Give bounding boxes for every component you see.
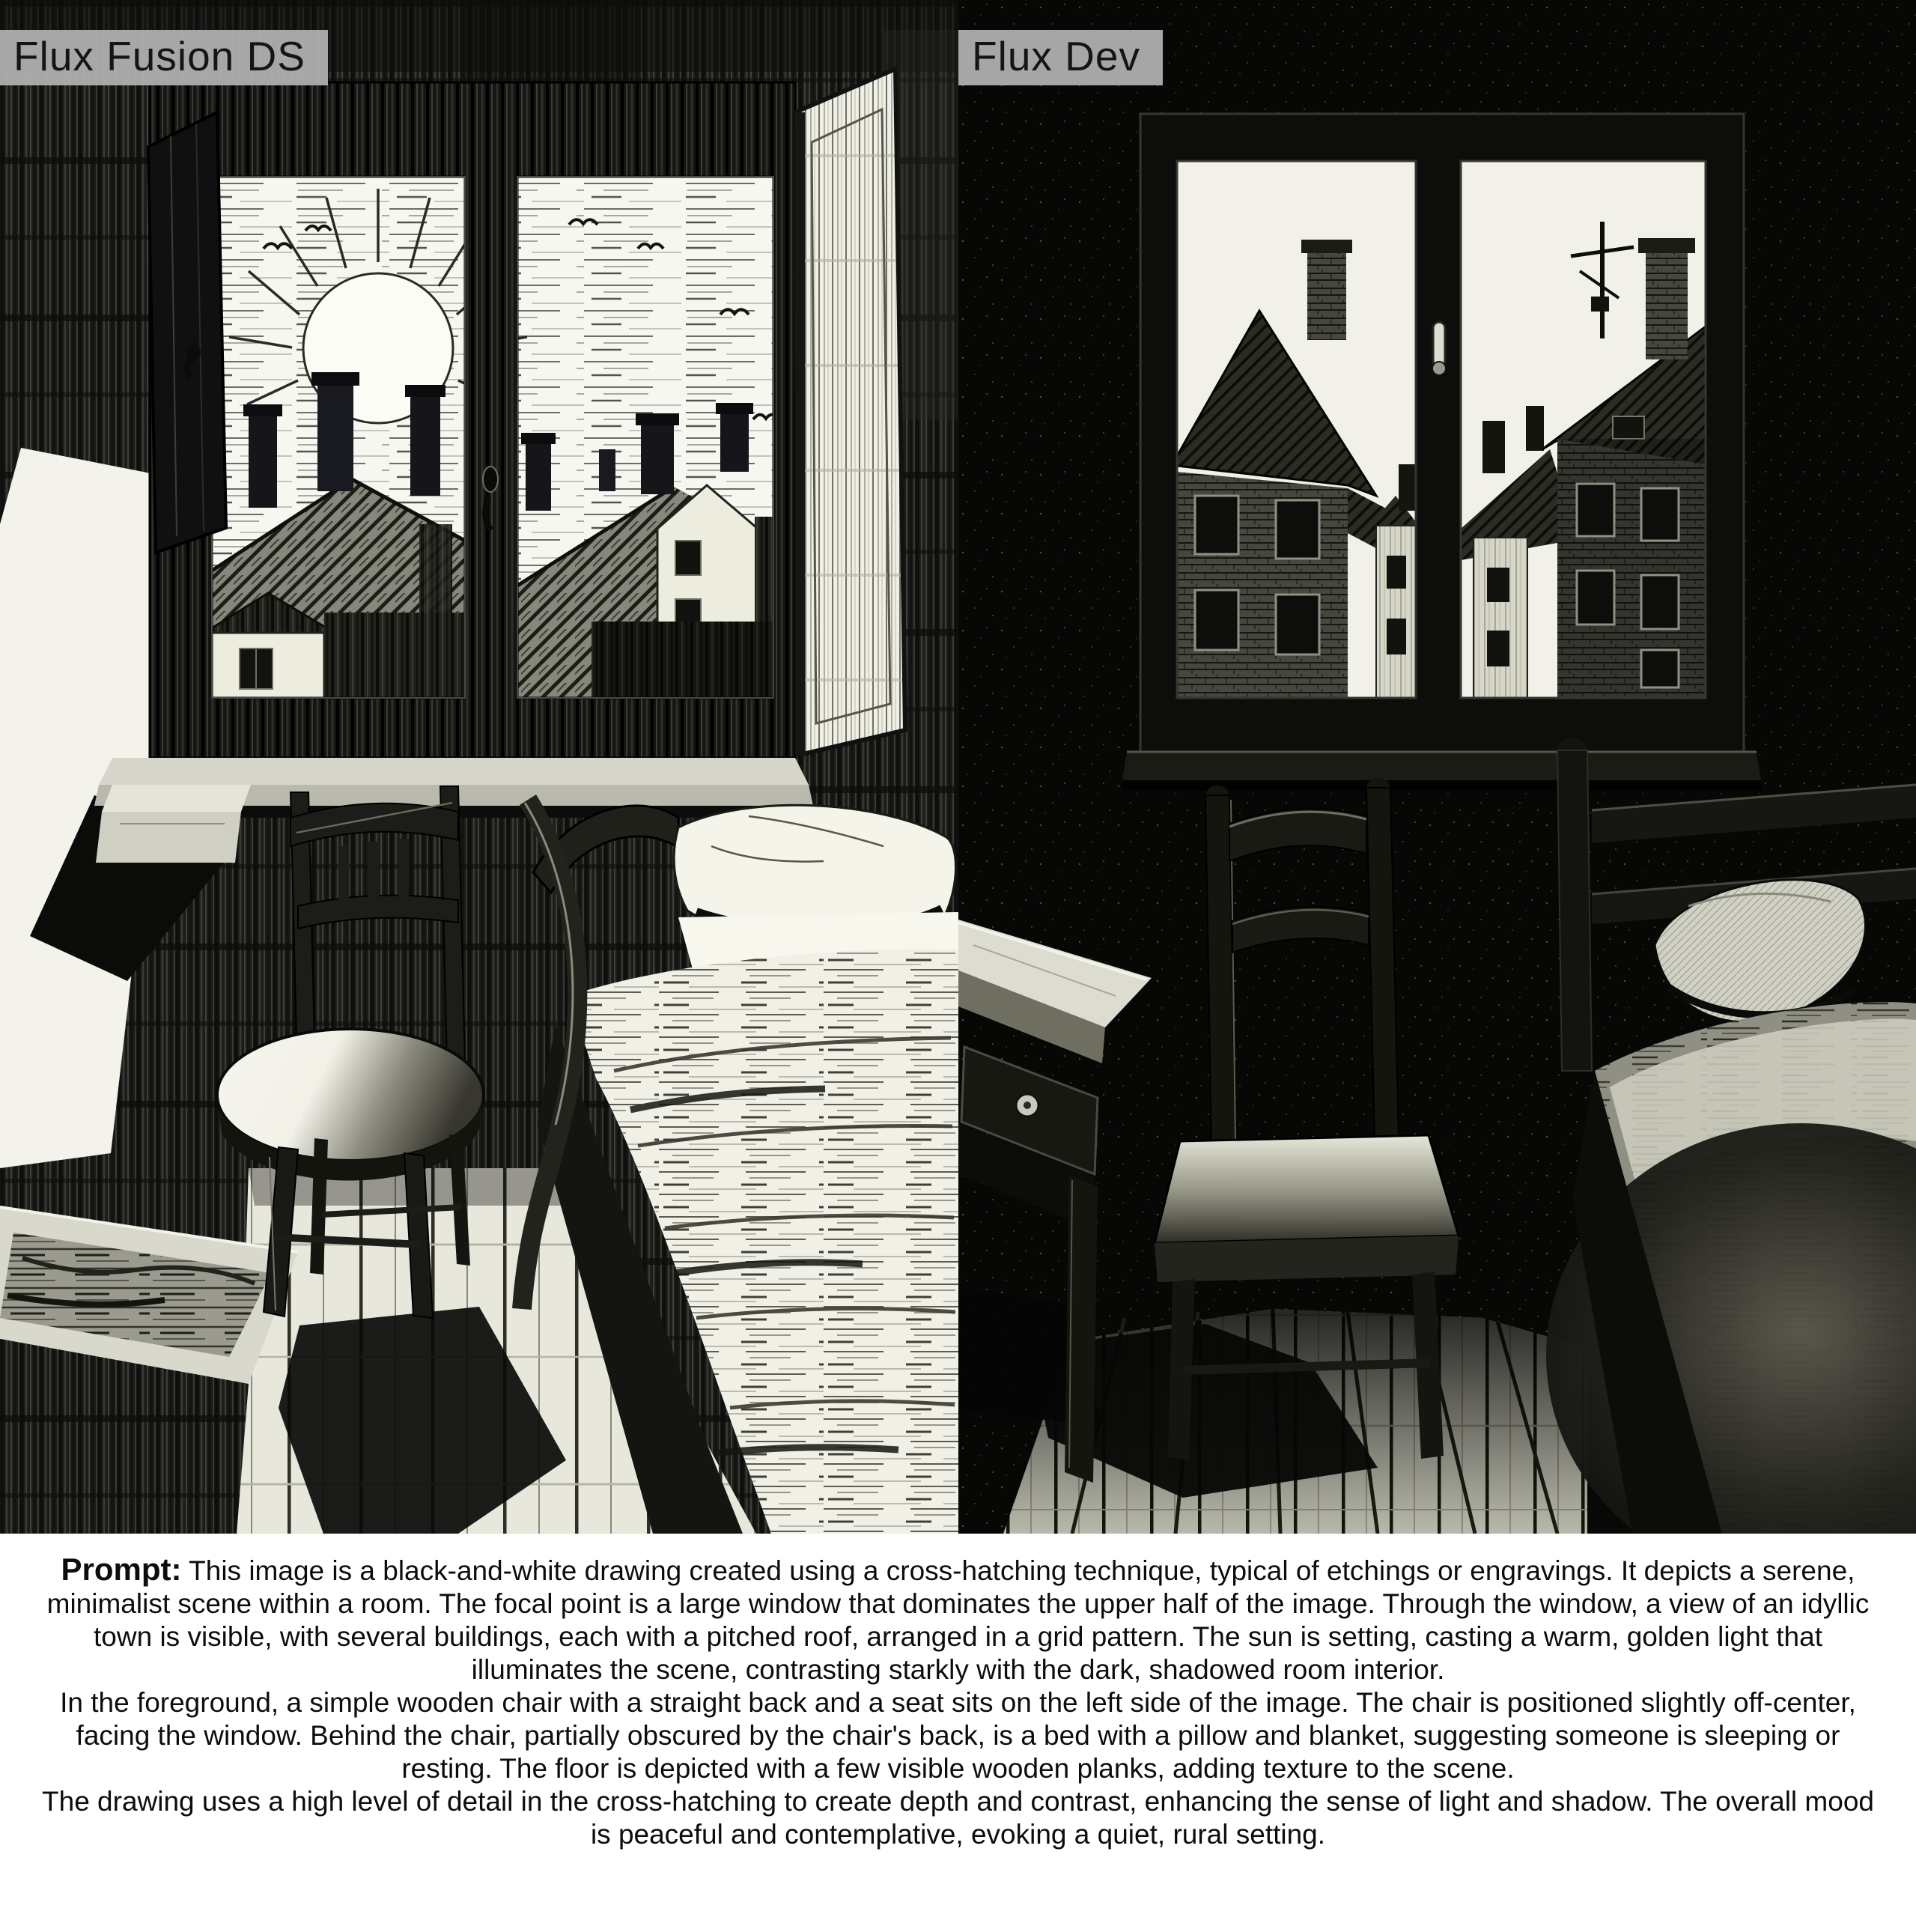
prompt-paragraph-3: The drawing uses a high level of detail in the cross-hatching to create depth and contrast, enhancing the sense of light and shadow. The overall mood is peaceful and contemplative, evoking a quiet, rural setting.	[42, 1786, 1874, 1850]
prompt-label: Prompt:	[61, 1552, 182, 1587]
panel-label-flux-dev	[958, 30, 1163, 85]
panel-label-text: Flux Fusion DS	[13, 33, 305, 79]
panel-flux-dev	[958, 0, 1916, 1534]
panel-label-flux-fusion-ds	[0, 30, 328, 85]
panel-label-text: Flux Dev	[972, 33, 1140, 79]
etching-flux-fusion-ds	[0, 0, 958, 1534]
panel-flux-fusion-ds	[0, 0, 958, 1534]
prompt-text-1: This image is a black-and-white drawing created using a cross-hatching technique, typical of etchings or engravings. It depicts a serene, minimalist scene within a room. The focal point is a large window that dominates the upper half of the image. Through the window, a view of an idyllic town is visible, with several buildings, each with a pitched roof, arranged in a grid pattern. The sun is setting, casting a warm, golden light that illuminates the scene, contrasting starkly with the dark, shadowed room interior.	[46, 1555, 1870, 1685]
prompt-caption	[0, 1534, 1916, 1932]
etching-flux-dev	[958, 0, 1916, 1534]
prompt-paragraph-1	[30, 1553, 1886, 1686]
prompt-paragraph-2: In the foreground, a simple wooden chair with a straight back and a seat sits on the left side of the image. The chair is positioned slightly off-center, facing the window. Behind the chair, partially obscured by the chair's back, is a bed with a pillow and blanket, suggesting someone is sleeping or resting. The floor is depicted with a few visible wooden planks, adding texture to the scene.	[60, 1687, 1856, 1784]
